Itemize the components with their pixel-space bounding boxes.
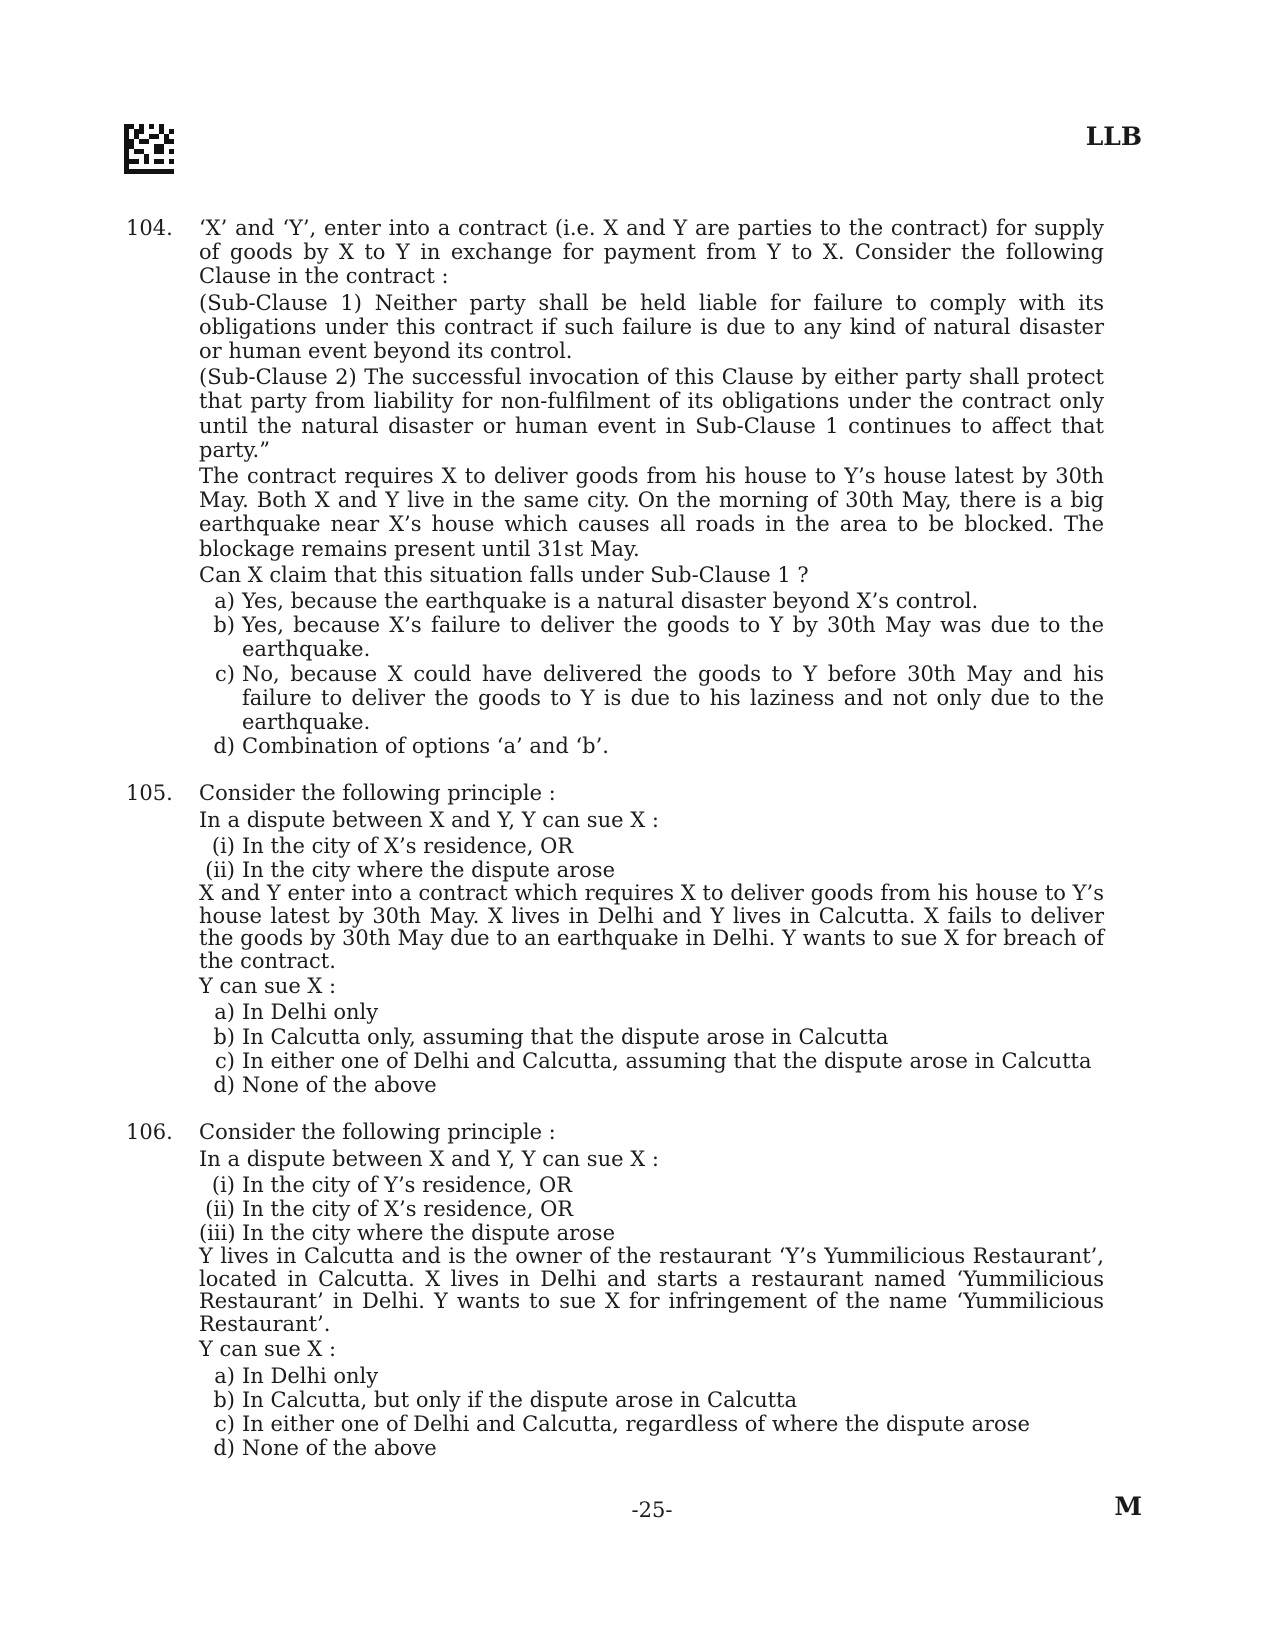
question-stem: Y can sue X :	[199, 1337, 337, 1362]
case-text: In the city of Y’s residence, OR	[242, 1172, 573, 1197]
case-label: (i)	[211, 1172, 235, 1197]
question-number: 104.	[126, 216, 173, 240]
option-label: c)	[215, 661, 235, 686]
option-text: Yes, because the earthquake is a natural disaster beyond X’s control.	[242, 589, 979, 614]
question-number: 106.	[126, 1120, 173, 1145]
question-stem: Can X claim that this situation falls under Sub-Clause 1 ?	[199, 562, 809, 587]
option-label: c)	[215, 1411, 235, 1436]
question-intro: Consider the following principle :	[199, 1120, 556, 1145]
facts-paragraph: The contract requires X to deliver goods from his house to Y’s house latest by 30th May. Both X and Y live in the same city. On the morning of 30th May, there is a big earthquake near X’s house which causes all roads in the area to be blocked. The blockage remains present until 31st May.	[199, 464, 1104, 561]
question-paragraph: ‘X’ and ‘Y’, enter into a contract (i.e. X and Y are parties to the contract) for supply of goods by X to Y in exchange for payment from Y to X. Consider the following Clause in the contract :	[199, 216, 1104, 289]
case-label: (ii)	[205, 1196, 235, 1221]
principle-cases	[199, 834, 1104, 882]
option-text: In Delhi only	[242, 1363, 379, 1388]
exam-code: LLB	[1085, 122, 1142, 151]
question-body	[199, 781, 1104, 1097]
case-text: In the city where the dispute arose	[242, 1221, 616, 1246]
option-label: d)	[213, 1436, 235, 1461]
question-104	[126, 216, 1104, 758]
option-text: In either one of Delhi and Calcutta, regardless of where the dispute arose	[242, 1411, 1030, 1436]
option-text: Yes, because X’s failure to deliver the goods to Y by 30th May was due to the earthquake.	[242, 613, 1104, 662]
case-text: In the city where the dispute arose	[242, 858, 616, 883]
datamatrix-code	[124, 124, 174, 174]
question-body	[199, 216, 1104, 758]
question-number: 105.	[126, 781, 173, 806]
case-label: (i)	[211, 833, 235, 858]
principle-text: In a dispute between X and Y, Y can sue X :	[199, 1146, 659, 1171]
sub-clause-2: (Sub-Clause 2) The successful invocation of this Clause by either party shall protect that party from liability for non-fulfilment of its obligations under the contract only until the natural disaster or human event in Sub-Clause 1 continues to affect that party.”	[199, 365, 1104, 462]
options-list	[199, 1364, 1104, 1461]
page-number: -25-	[631, 1498, 673, 1522]
question-106	[126, 1120, 1104, 1460]
sub-clause-1: (Sub-Clause 1) Neither party shall be held liable for failure to comply with its obligations under this contract if such failure is due to any kind of natural disaster or human event beyond its control.	[199, 290, 1104, 364]
option-label: a)	[214, 589, 235, 614]
option-label: c)	[215, 1048, 235, 1073]
options-list	[199, 589, 1104, 758]
option-text: None of the above	[242, 1436, 437, 1461]
question-intro: Consider the following principle :	[199, 781, 556, 806]
option-text: In Calcutta, but only if the dispute arose in Calcutta	[242, 1387, 798, 1412]
case-label: (iii)	[199, 1221, 236, 1246]
options-list	[199, 1000, 1104, 1097]
case-text: In the city of X’s residence, OR	[242, 1196, 574, 1221]
option-label: d)	[213, 734, 235, 759]
option-label: b)	[213, 1024, 235, 1049]
question-stem: Y can sue X :	[199, 974, 337, 999]
principle-cases	[199, 1173, 1104, 1246]
option-text: No, because X could have delivered the goods to Y before 30th May and his failure to deliver the goods to Y is due to his laziness and not only due to the earthquake.	[242, 661, 1104, 735]
principle-text: In a dispute between X and Y, Y can sue X :	[199, 807, 659, 832]
option-text: In Delhi only	[242, 1000, 379, 1025]
option-text: None of the above	[242, 1073, 437, 1098]
question-list	[126, 216, 1104, 1460]
option-label: b)	[213, 613, 235, 638]
facts-paragraph: X and Y enter into a contract which requires X to deliver goods from his house to Y’s house latest by 30th May. X lives in Delhi and Y lives in Calcutta. X fails to deliver the goods by 30th May due to an earthquake in Delhi. Y wants to sue X for breach of the contract.	[199, 881, 1104, 973]
option-label: b)	[213, 1387, 235, 1412]
series-code: M	[1114, 1492, 1142, 1521]
case-text: In the city of X’s residence, OR	[242, 833, 574, 858]
option-text: In either one of Delhi and Calcutta, assuming that the dispute arose in Calcutta	[242, 1048, 1092, 1073]
option-text: In Calcutta only, assuming that the dispute arose in Calcutta	[242, 1024, 889, 1049]
case-label: (ii)	[205, 858, 235, 883]
option-label: a)	[214, 1363, 235, 1388]
option-text: Combination of options ‘a’ and ‘b’.	[242, 734, 609, 759]
question-body	[199, 1120, 1104, 1460]
facts-paragraph: Y lives in Calcutta and is the owner of the restaurant ‘Y’s Yummilicious Restaurant’, located in Calcutta. X lives in Delhi and starts a restaurant named ‘Yummilicious Restaurant’ in Delhi. Y wants to sue X for infringement of the name ‘Yummilicious Restaurant’.	[199, 1244, 1104, 1336]
question-105	[126, 781, 1104, 1097]
option-label: a)	[214, 1000, 235, 1025]
option-label: d)	[213, 1073, 235, 1098]
